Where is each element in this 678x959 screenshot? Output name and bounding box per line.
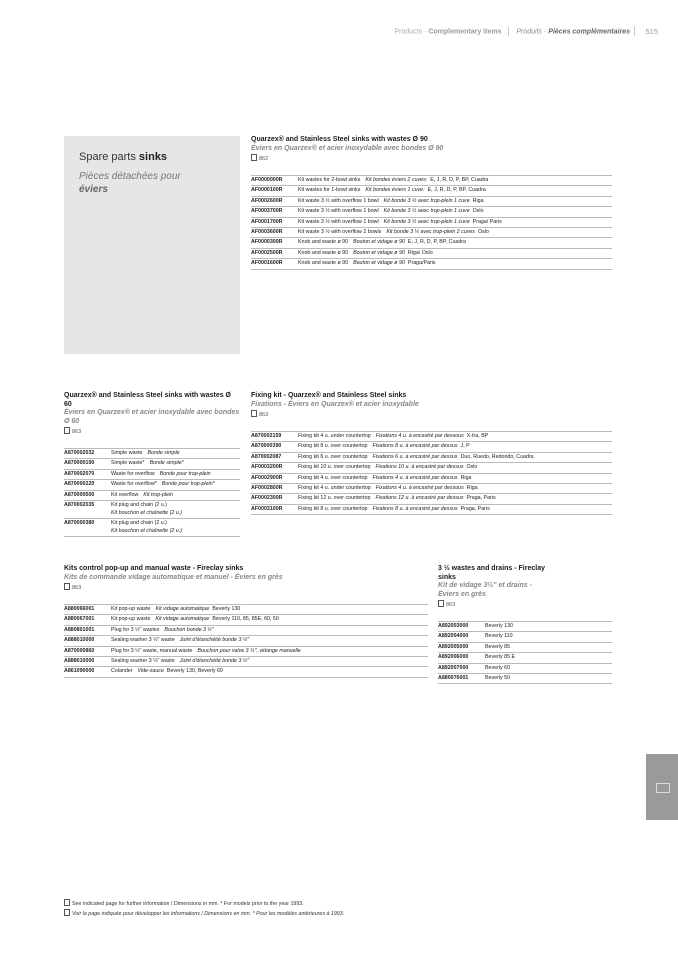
header-fr-section: Pièces complémentaires: [548, 28, 630, 36]
description-fr: Bouton et vidage ø 90: [353, 249, 405, 256]
description-en: Fixing kit 10 u. over countertop: [298, 464, 371, 471]
page-reference: [438, 600, 612, 609]
document-icon: [64, 909, 70, 916]
part-code: AF0003600R: [251, 229, 283, 236]
part-code: A880066001: [64, 606, 95, 612]
part-code: A880076001: [438, 675, 469, 682]
block-subtitle: Éviers en Quarzex® et acier inoxydable avec bondes Ø 60: [64, 409, 240, 425]
part-code: AF0003200R: [251, 464, 283, 471]
description-en: Kit pop-up waste: [111, 606, 151, 612]
table-row: [438, 663, 612, 673]
footnote-fr: [64, 909, 344, 919]
description-en: Fixing kit 4 u. under countertop: [298, 485, 371, 492]
description-en: Waste for overflow: [111, 470, 155, 477]
page-reference: [251, 154, 612, 163]
compatible-models: X-tra, BP: [466, 433, 489, 439]
description-en: Kit overflow: [111, 491, 139, 498]
description-fr: Fixations 4 u. à encastré par dessous: [375, 433, 464, 439]
part-code: A888010000: [64, 637, 95, 644]
compatible-models: Praga/Paris: [407, 260, 436, 267]
compatible-models: E, J, R, D, P, BP, Cuadra: [430, 177, 489, 183]
compatible-models: Oslo: [477, 229, 489, 236]
description-fr: Kit bouchon et chaînette (2 u.): [111, 509, 182, 516]
part-code: AF0002600R: [251, 197, 283, 204]
description-fr: Kit bondes éviers 1 cuve:: [365, 187, 425, 194]
part-code: AF0001700R: [251, 218, 283, 225]
page-number: 515: [645, 27, 658, 36]
table-row: [438, 673, 612, 684]
block-title: Kits control pop-up and manual waste - Fireclay sinks: [64, 565, 244, 572]
part-code: A880067001: [64, 616, 95, 623]
description-fr: Bonde simple: [147, 450, 180, 456]
page-reference-number: 863: [446, 602, 456, 608]
part-code: A870000500: [64, 491, 95, 498]
description-fr: Fixations 8 u. à encastré par dessus: [372, 443, 458, 450]
compatible-models: Praga, Paris: [466, 495, 496, 502]
block-wastes-60: [64, 392, 240, 537]
table-row: [64, 656, 428, 666]
table-row: [64, 448, 240, 458]
description-en: Kit waste 3 ½ with overflow 1 bowl: [298, 218, 379, 225]
block-fireclay-kits: [64, 565, 428, 678]
description-fr: Joint d'étanchéité bonde 3 ½": [179, 658, 250, 665]
table-row: [64, 635, 428, 645]
description-fr: Joint d'étanchéité bonde 3 ½": [179, 637, 250, 644]
description-en: Fixing kit 4 u. over countertop: [298, 474, 368, 481]
part-code: A880801001: [64, 626, 95, 633]
description-en: Plug for 3 ½" waste, manual waste: [111, 647, 193, 654]
page-reference-number: 862: [259, 156, 269, 162]
compatible-models: E, J, R, D, P, BP, Cuadra: [427, 187, 486, 194]
part-code: AF0002800R: [251, 485, 283, 492]
page-reference-number: 863: [72, 585, 82, 591]
document-icon: [251, 410, 257, 417]
description-fr: Fixations 6 u. à encastré par dessus: [372, 453, 458, 460]
part-code: AF0002500R: [251, 249, 283, 256]
section-title-box: [64, 136, 240, 354]
compatible-models: Beverly 130: [212, 606, 241, 612]
footnote-en: [64, 899, 344, 909]
compatible-models: J, P: [460, 443, 470, 450]
description-en: Knob and waste ø 90: [298, 260, 349, 267]
description-en: Sealing washer 3 ½" waste: [111, 658, 175, 665]
page-number-divider: [634, 26, 635, 36]
table-row: [64, 490, 240, 500]
description-en: Fixing kit 8 u. over countertop: [298, 443, 368, 450]
table-row: [64, 469, 240, 479]
part-code: AF0003100R: [251, 505, 283, 512]
page-reference: [251, 410, 612, 419]
table-row: [251, 227, 612, 237]
table-row: [251, 258, 612, 269]
table-row: [251, 504, 612, 515]
description-en: Kit plug and chain (2 u.): [111, 502, 167, 509]
description-en: Plug for 3 ½" wastes: [111, 626, 160, 633]
table-row: [438, 652, 612, 662]
description-fr: Bouchon pour valve 3 ½", vidange manuelle: [197, 647, 301, 654]
block-wastes-90: [251, 136, 612, 270]
description-en: Kit waste 3 ½ with overflow 2 bowls: [298, 229, 382, 236]
compatible-models: Oslo: [472, 208, 484, 215]
table-row: [251, 185, 612, 195]
compatible-models: Beverly 85: [485, 643, 511, 650]
description-en: Kit waste 3 ½ with overflow 1 bowl: [298, 208, 379, 215]
compatible-models: Beverly 130, Beverly 60: [166, 668, 223, 675]
compatible-models: Beverly 110: [485, 633, 513, 640]
description-fr: Fixations 4 u. à encastré par dessus: [372, 474, 458, 481]
description-fr: Bouchon bonde 3 ½": [164, 626, 214, 633]
block-subtitle: Kit de vidage 3½" et drains - Éviers en grès: [438, 582, 532, 598]
description-fr: Fixations 10 u. à encastré par dessus: [375, 464, 464, 471]
part-code: A870002159: [251, 433, 282, 439]
table-row: [64, 614, 428, 624]
part-code: A892007000: [438, 664, 469, 671]
table-row: [251, 462, 612, 472]
running-header: [394, 27, 630, 36]
header-en-section: Complementary items: [428, 28, 502, 36]
part-code: A870002032: [64, 450, 95, 456]
block-subtitle: Kits de commande vidage automatique et manuel - Éviers en grès: [64, 573, 283, 581]
table-row: [251, 483, 612, 493]
document-icon: [64, 427, 70, 434]
parts-table: [251, 175, 612, 270]
description-en: Fixing kit 12 u. over countertop: [298, 495, 371, 502]
block-title: Quarzex® and Stainless Steel sinks with wastes Ø 60: [64, 392, 231, 408]
compatible-models: Beverly 110, 85, 85E, 60, 50: [212, 616, 279, 623]
description-en: Kit wastes for 1-bowl sinks: [298, 187, 361, 194]
description-en: Simple waste: [111, 450, 143, 456]
document-icon: [64, 899, 70, 906]
part-code: A892005000: [438, 643, 469, 650]
part-code: AF0000000R: [251, 177, 283, 183]
table-row: [251, 493, 612, 503]
section-title-en: [79, 151, 167, 163]
table-row: [64, 479, 240, 489]
table-row: [438, 631, 612, 641]
part-code: A892004000: [438, 633, 469, 640]
table-row: [251, 175, 612, 185]
compatible-models: Oslo: [466, 464, 478, 471]
description-fr: Bouton et vidage ø 90: [353, 239, 405, 246]
compatible-models: E, J, R, D, P, BP, Cuadra: [407, 239, 467, 246]
part-code: A888010000: [64, 658, 95, 665]
description-fr: Kit bonde 3 ½ avec trop-plein 1 cuve: [383, 197, 470, 204]
document-icon: [64, 583, 70, 590]
document-icon: [438, 600, 444, 607]
table-row: [251, 431, 612, 441]
table-row: [64, 625, 428, 635]
block-title: Fixing kit - Quarzex® and Stainless Steel sinks: [251, 392, 407, 399]
description-en: Kit wastes for 2-bowl sinks: [298, 177, 361, 183]
description-en: Fixing kit 6 u. over countertop: [298, 453, 368, 460]
description-en: Sealing washer 3 ½" waste: [111, 637, 175, 644]
part-code: A870000390: [251, 443, 282, 450]
part-code: AF0001600R: [251, 260, 283, 267]
description-fr: Bonde simple*: [149, 460, 184, 467]
compatible-models: Riga: [472, 197, 484, 204]
compatible-models: Beverly 85 E: [485, 654, 516, 661]
footnote-fr-text: Voir la page indiquée pour développer les informations / Dimensions en mm. * Pour les modèles antérieures à 1993.: [72, 911, 345, 917]
part-code: A861090000: [64, 668, 95, 675]
description-fr: Bouton et vidage ø 90: [353, 260, 405, 267]
footnote: [64, 899, 344, 919]
table-row: [251, 452, 612, 462]
block-subtitle: Fixations - Éviers en Quarzex® et acier inoxydable: [251, 400, 419, 408]
part-code: A892003000: [438, 623, 469, 629]
table-row: [64, 666, 428, 677]
table-row: [64, 604, 428, 614]
part-code: A870000380: [64, 520, 95, 527]
part-code: AF0003700R: [251, 208, 283, 215]
part-code: AF0002900R: [251, 474, 283, 481]
compatible-models: Riga: [460, 474, 472, 481]
block-subtitle: Éviers en Quarzex® et acier inoxydable avec bondes Ø 90: [251, 144, 444, 152]
block-title: 3 ½ wastes and drains - Fireclay sinks: [438, 565, 545, 581]
description-fr: Kit bonde 3 ½ avec trop-plein 2 cuves: [386, 229, 475, 236]
part-code: A870002070: [64, 470, 95, 477]
description-fr: Kit trop-plein: [143, 491, 174, 498]
description-fr: Kit bonde 3 ½ avec trop-plein 1 cuve: [383, 218, 470, 225]
parts-table: [251, 431, 612, 515]
description-en: Fixing kit 4 u. under countertop: [298, 433, 371, 439]
part-code: A870002087: [251, 453, 282, 460]
parts-table: [438, 621, 612, 684]
footnote-en-text: See indicated page for further information / Dimensions in mm. * For models prior to the year 1993.: [72, 901, 304, 907]
part-code: AF0000100R: [251, 187, 283, 194]
parts-table: [64, 448, 240, 537]
part-code: AF0002300R: [251, 495, 283, 502]
section-title-fr-plain: Pièces détachées pour: [79, 171, 181, 182]
section-title-en-plain: Spare parts: [79, 151, 139, 163]
description-en: Kit plug and chain (2 u.): [111, 520, 167, 527]
description-en: Kit waste 3 ½ with overflow 1 bowl: [298, 197, 379, 204]
description-en: Kit pop-up waste: [111, 616, 151, 623]
table-row: [251, 237, 612, 247]
description-fr: Fixations 4 u. à encastré par dessous: [375, 485, 464, 492]
compatible-models: Beverly 130: [485, 623, 513, 629]
compatible-models: Riga/ Oslo: [407, 249, 433, 256]
description-fr: Kit vidage automatique: [155, 616, 210, 623]
table-row: [251, 196, 612, 206]
block-drains: [438, 565, 612, 684]
table-row: [64, 500, 240, 518]
chapter-tab[interactable]: [646, 754, 678, 820]
compatible-models: Duo, Ruedo, Redondo, Cuadra: [460, 453, 534, 460]
compatible-models: Riga: [466, 485, 478, 492]
compatible-models: Beverly 50: [485, 675, 511, 682]
table-row: [251, 441, 612, 451]
description-fr: Bonde pour trop-plein*: [161, 481, 215, 488]
table-row: [438, 621, 612, 631]
document-icon: [251, 154, 257, 161]
part-code: AF0000300R: [251, 239, 283, 246]
compatible-models: Praga, Paris: [460, 505, 490, 512]
description-fr: Bonde pour trop-plein: [159, 470, 211, 477]
section-title-en-bold: sinks: [138, 151, 168, 163]
description-fr: Fixations 12 u. à encastré par dessus: [375, 495, 464, 502]
description-fr: Vide-sauce: [137, 668, 164, 675]
table-row: [64, 646, 428, 656]
header-en-prefix: Products ·: [394, 28, 429, 36]
part-code: A870002035: [64, 502, 95, 509]
description-fr: Kit bondes éviers 2 cuves:: [365, 177, 428, 183]
header-divider: [508, 27, 509, 36]
page-reference: [64, 427, 240, 436]
description-en: Colander: [111, 668, 133, 675]
table-row: [251, 217, 612, 227]
compatible-models: Praga/ Paris: [472, 218, 502, 225]
parts-table: [64, 604, 428, 678]
part-code: A892006000: [438, 654, 469, 661]
block-fixing-kit: [251, 392, 612, 515]
description-fr: Kit bouchon et chaînette (2 u.): [111, 527, 182, 534]
description-en: Waste for overflow*: [111, 481, 157, 488]
description-en: Simple waste*: [111, 460, 145, 467]
description-fr: Fixations 8 u. à encastré par dessus: [372, 505, 458, 512]
section-title-fr: [79, 170, 181, 196]
compatible-models: Beverly 60: [485, 664, 511, 671]
chapter-tab-icon: [656, 783, 670, 793]
description-en: Knob and waste ø 90: [298, 239, 349, 246]
table-row: [64, 518, 240, 537]
page-reference-number: 863: [72, 429, 82, 435]
part-code: A870000190: [64, 460, 95, 467]
table-row: [64, 458, 240, 468]
description-fr: Kit bonde 3 ½ avec trop-plein 1 cuve: [383, 208, 470, 215]
description-fr: Kit vidage automatique: [155, 606, 210, 612]
table-row: [251, 473, 612, 483]
part-code: A870000860: [64, 647, 95, 654]
part-code: A870000220: [64, 481, 95, 488]
table-row: [251, 248, 612, 258]
description-en: Fixing kit 8 u. over countertop: [298, 505, 368, 512]
table-row: [251, 206, 612, 216]
page-reference: [64, 583, 428, 592]
table-row: [438, 642, 612, 652]
description-en: Knob and waste ø 90: [298, 249, 349, 256]
block-title: Quarzex® and Stainless Steel sinks with wastes Ø 90: [251, 136, 428, 143]
header-fr-prefix: Produits ·: [516, 28, 549, 36]
page-reference-number: 863: [259, 412, 269, 418]
section-title-fr-bold: éviers: [79, 184, 108, 195]
